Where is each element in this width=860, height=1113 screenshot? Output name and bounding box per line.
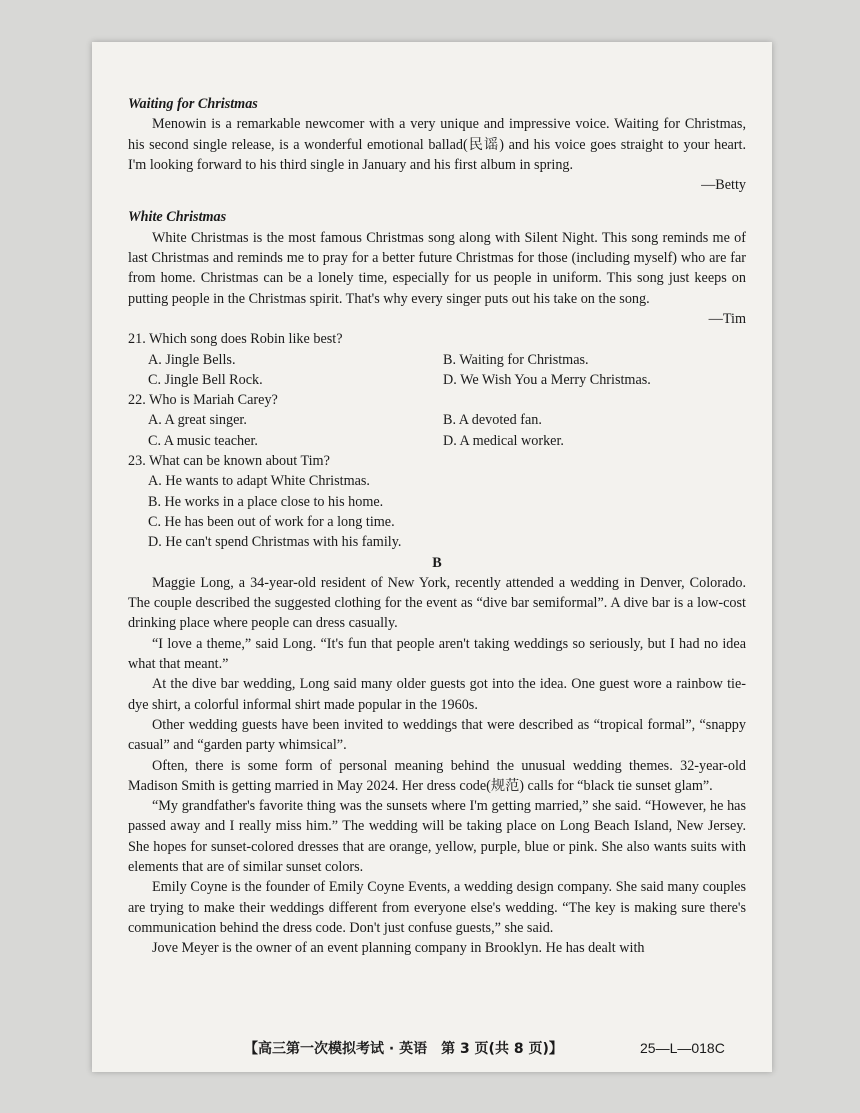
option-a: A. He wants to adapt White Christmas.	[148, 473, 370, 490]
question-stem: 23. What can be known about Tim?	[128, 453, 330, 470]
option-b: B. A devoted fan.	[443, 412, 542, 429]
exam-code: 25—L—018C	[640, 1040, 725, 1056]
review-body-waiting: Menowin is a remarkable newcomer with a very unique and impressive voice. Waiting for Christmas, his second single release, is a wonderful emotional ballad(民谣) and his voice goes straight to your heart. I'm looking forward to his third single in January and his first album in spring.	[128, 116, 746, 173]
review-body-white: White Christmas is the most famous Christmas song along with Silent Night. This song reminds me of last Christmas and reminds me to pray for a better future Christmas for those (including myself) who are far from home. Christmas can be a lonely time, especially for us people in uniform. This song just keeps on putting people in the Christmas spirit. That's why every singer puts out his take on the song.	[128, 229, 746, 307]
option-b: B. He works in a place close to his home.	[148, 493, 384, 510]
option-a: A. A great singer.	[148, 412, 247, 429]
option-b: B. Waiting for Christmas.	[443, 351, 589, 368]
passage-paragraph: Emily Coyne is the founder of Emily Coyne Events, a wedding design company. She said many couples are trying to make their weddings different from everyone else's wedding. “The key is making sure there's communication behind the dress code. Don't just confuse guests,” she said.	[128, 879, 746, 936]
question-23	[128, 451, 746, 552]
page-footer: 【高三第一次模拟考试 · 英语 第 3 页(共 8 页)】	[244, 1041, 563, 1057]
question-21	[128, 329, 746, 390]
option-d: D. A medical worker.	[443, 432, 564, 449]
option-c: C. He has been out of work for a long time.	[148, 513, 395, 530]
option-d: D. He can't spend Christmas with his family.	[148, 534, 402, 551]
review-title-white: White Christmas	[128, 209, 227, 226]
question-stem: 21. Which song does Robin like best?	[128, 331, 343, 348]
review-title-waiting: Waiting for Christmas	[128, 96, 258, 112]
passage-paragraph: “I love a theme,” said Long. “It's fun that people aren't taking weddings so seriously, but I had no idea what that meant.”	[128, 635, 746, 673]
page-content	[128, 94, 746, 958]
option-d: D. We Wish You a Merry Christmas.	[443, 371, 651, 388]
passage-paragraph: Often, there is some form of personal meaning behind the unusual wedding themes. 32-year-old Madison Smith is getting married in May 2024. Her dress code(规范) calls for “black tie sunset glam”.	[128, 757, 746, 794]
passage-paragraph: Maggie Long, a 34-year-old resident of New York, recently attended a wedding in Denver, Colorado. The couple described the suggested clothing for the event as “dive bar semiformal”. A dive bar is a low-cost drinking place where people can dress casually.	[128, 574, 746, 632]
question-22	[128, 390, 746, 451]
review-author-tim: —Tim	[708, 310, 746, 327]
passage-paragraph: Other wedding guests have been invited to weddings that were described as “tropical formal”, “snappy casual” and “garden party whimsical”.	[128, 716, 746, 754]
question-stem: 22. Who is Mariah Carey?	[128, 392, 278, 409]
option-c: C. Jingle Bell Rock.	[148, 371, 263, 388]
section-b-heading: B	[432, 554, 442, 571]
passage-paragraph: Jove Meyer is the owner of an event planning company in Brooklyn. He has dealt with	[152, 940, 645, 957]
passage-paragraph: “My grandfather's favorite thing was the sunsets where I'm getting married,” she said. “However, he has passed away and I really miss him.” The wedding will be taking place on Long Beach Island, New Jersey. She hopes for sunset-colored dresses that are orange, yellow, purple, blue or pink. She also wants suits with elements that are of similar sunset colors.	[128, 798, 746, 875]
passage-paragraph: At the dive bar wedding, Long said many older guests got into the idea. One guest wore a rainbow tie-dye shirt, a colorful informal shirt made popular in the 1960s.	[128, 676, 746, 713]
review-author-betty: —Betty	[701, 177, 746, 194]
option-c: C. A music teacher.	[148, 432, 258, 449]
option-a: A. Jingle Bells.	[148, 351, 236, 368]
